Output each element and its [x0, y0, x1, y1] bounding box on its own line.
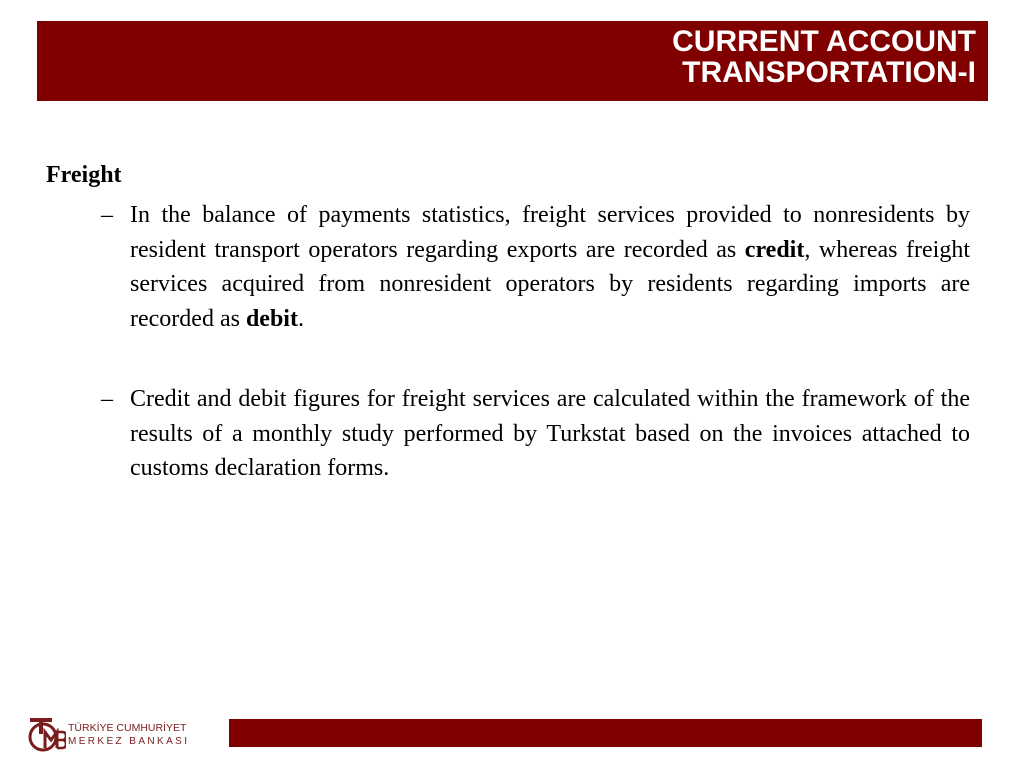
bullet-1-text-part-2: , whereas freight services acquired from nonresident operators by residents regarding imports are recorded as: [130, 236, 971, 332]
bullet-item-1: [101, 198, 971, 336]
bullet-1-text-part-1: In the balance of payments statistics, freight services provided to nonresidents by resident transport operators regarding exports are recorded as: [130, 202, 970, 263]
logo-wordmark: [68, 721, 189, 749]
slide-title-line-2: TRANSPORTATION-I: [682, 56, 976, 89]
logo-line-1: TÜRKİYE CUMHURİYET: [68, 722, 187, 734]
slide-title: [672, 26, 976, 88]
slide-title-line-1: CURRENT ACCOUNT: [672, 25, 976, 58]
logo-line-2: MERKEZ BANKASI: [68, 736, 190, 747]
bullet-1-bold-credit: credit: [744, 236, 805, 263]
bullet-item-2: [101, 382, 970, 486]
central-bank-logo: [28, 715, 198, 753]
bullet-1-bold-debit: debit: [245, 305, 298, 332]
footer-bar: [229, 719, 982, 747]
bullet-2-text: Credit and debit figures for freight services are calculated within the framework of the results of a monthly study performed by Turkstat based on the invoices attached to customs declaration forms.: [130, 386, 970, 481]
section-heading: Freight: [46, 162, 122, 188]
slide-content: [46, 158, 970, 486]
title-bar: [37, 21, 988, 101]
bullet-1-text-part-3: .: [297, 305, 304, 332]
tcmb-emblem-icon: [28, 715, 66, 753]
bullet-dash: –: [101, 202, 113, 228]
bullet-dash: –: [101, 386, 113, 412]
